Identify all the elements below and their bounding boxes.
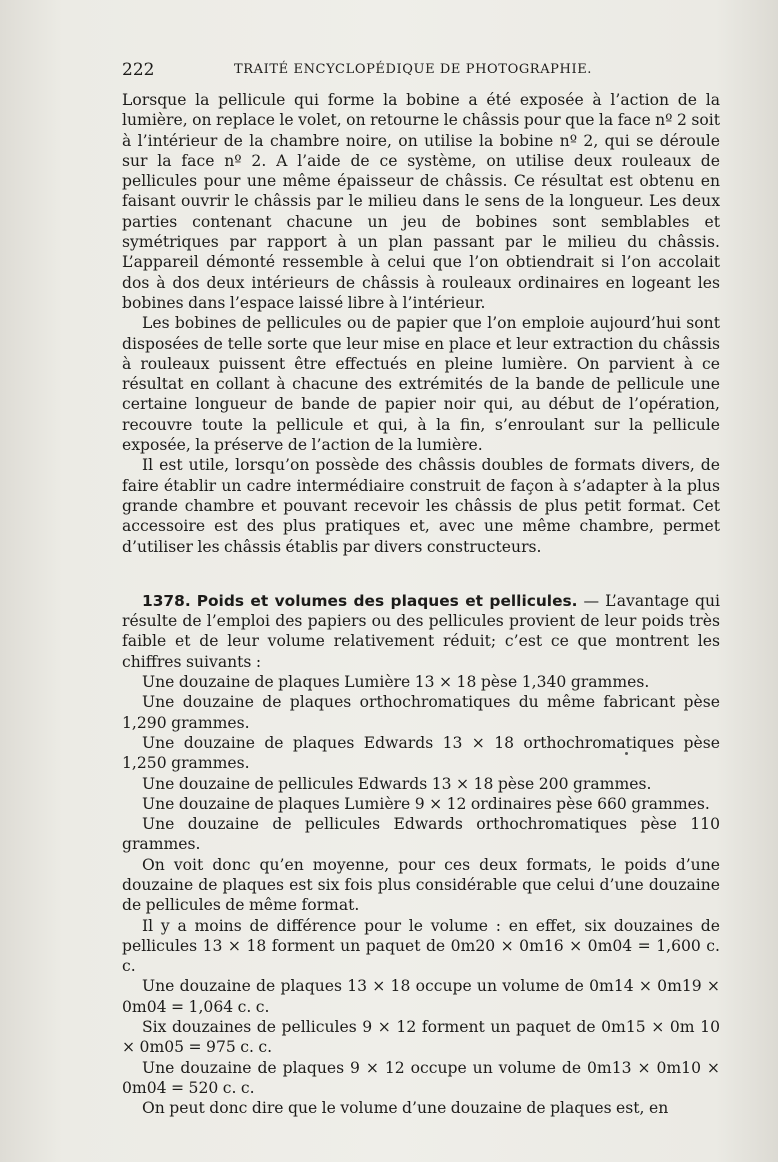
section-paragraph [122, 591, 720, 672]
page-body [122, 90, 720, 1119]
list-item: Une douzaine de plaques orthochromatiques du même fabricant pèse 1,290 grammes. [122, 693, 720, 732]
section-intro: — L’avantage qui résulte de l’emploi des papiers ou des pellicules provient de leur poids très faible et de leur volume relativement réduit; c’est ce que montrent les chiffres suivants : [122, 591, 720, 671]
paragraph: Il y a moins de différence pour le volume : en effet, six douzaines de pellicules 13 × 18 forment un paquet de 0m20 × 0m16 × 0m04 = 1,600 c. c. [122, 916, 720, 976]
paragraph: Les bobines de pellicules ou de papier que l’on emploie aujourd’hui sont disposées de telle sorte que leur mise en place et leur extraction du châssis à rouleaux puissent être effectués en pleine lumière. On parvient à ce résultat en collant à chacune des extrémités de la bande de pellicule une certaine longueur de bande de papier noir qui, au début de l’opération, recouvre toute la pellicule et qui, à la fin, s’enroulant sur la pellicule exposée, la préserve de l’action de la lumière. [122, 314, 720, 455]
list-item: Une douzaine de plaques Lumière 13 × 18 pèse 1,340 grammes. [142, 673, 650, 692]
section-number: 1378. [142, 591, 191, 610]
section-title: Poids et volumes des plaques et pellicules. [196, 591, 578, 610]
list-item: Une douzaine de plaques Lumière 9 × 12 ordinaires pèse 660 grammes. [142, 794, 710, 813]
running-title: TRAITÉ ENCYCLOPÉDIQUE DE PHOTOGRAPHIE. [234, 62, 593, 77]
paragraph: Il est utile, lorsqu’on possède des châssis doubles de formats divers, de faire établir un cadre intermédiaire construit de façon à s’adapter à la plus grande chambre et pouvant recevoir les châssis de plus petit format. Cet accessoire est des plus pratiques et, avec une même chambre, permet d’utiliser les châssis établis par divers constructeurs. [122, 456, 720, 556]
paragraph: On peut donc dire que le volume d’une douzaine de plaques est, en [142, 1099, 669, 1118]
list-item: Une douzaine de plaques 13 × 18 occupe un volume de 0m14 × 0m19 × 0m04 = 1,064 c. c. [122, 977, 720, 1016]
list-item: Une douzaine de pellicules Edwards orthochromatiques pèse 110 grammes. [122, 815, 720, 854]
paragraph: On voit donc qu’en moyenne, pour ces deux formats, le poids d’une douzaine de plaques est six fois plus considérable que celui d’une douzaine de pellicules de même format. [122, 855, 720, 915]
paragraph: Lorsque la pellicule qui forme la bobine a été exposée à l’action de la lumière, on replace le volet, on retourne le châssis pour que la face nº 2 soit à l’intérieur de la chambre noire, on utilise la bobine nº 2, qui se déroule sur la face nº 2. A l’aide de ce système, on utilise deux rouleaux de pellicules pour une même épaisseur de châssis. Ce résultat est obtenu en faisant ouvrir le châssis par le milieu dans le sens de la longueur. Les deux parties contenant chacune un jeu de bobines sont semblables et symétriques par rapport à un plan passant par le milieu du châssis. L’appareil démonté ressemble à celui que l’on obtiendrait si l’on accolait dos à dos deux intérieurs de châssis à rouleaux ordinaires en logeant les bobines dans l’espace laissé libre à l’intérieur. [122, 91, 720, 312]
page-number: 222 [122, 60, 155, 80]
list-item: Une douzaine de plaques Edwards 13 × 18 orthochromatiques pèse 1,250 grammes. [122, 733, 720, 773]
list-item: Six douzaines de pellicules 9 × 12 forment un paquet de 0m15 × 0m 10 × 0m05 = 975 c. c. [122, 1018, 720, 1057]
page-header [122, 60, 720, 84]
list-item: Une douzaine de pellicules Edwards 13 × 18 pèse 200 grammes. [142, 774, 652, 793]
paper-speck [625, 752, 628, 755]
list-item: Une douzaine de plaques 9 × 12 occupe un volume de 0m13 × 0m10 × 0m04 = 520 c. c. [122, 1058, 720, 1097]
section-spacer [122, 557, 720, 591]
